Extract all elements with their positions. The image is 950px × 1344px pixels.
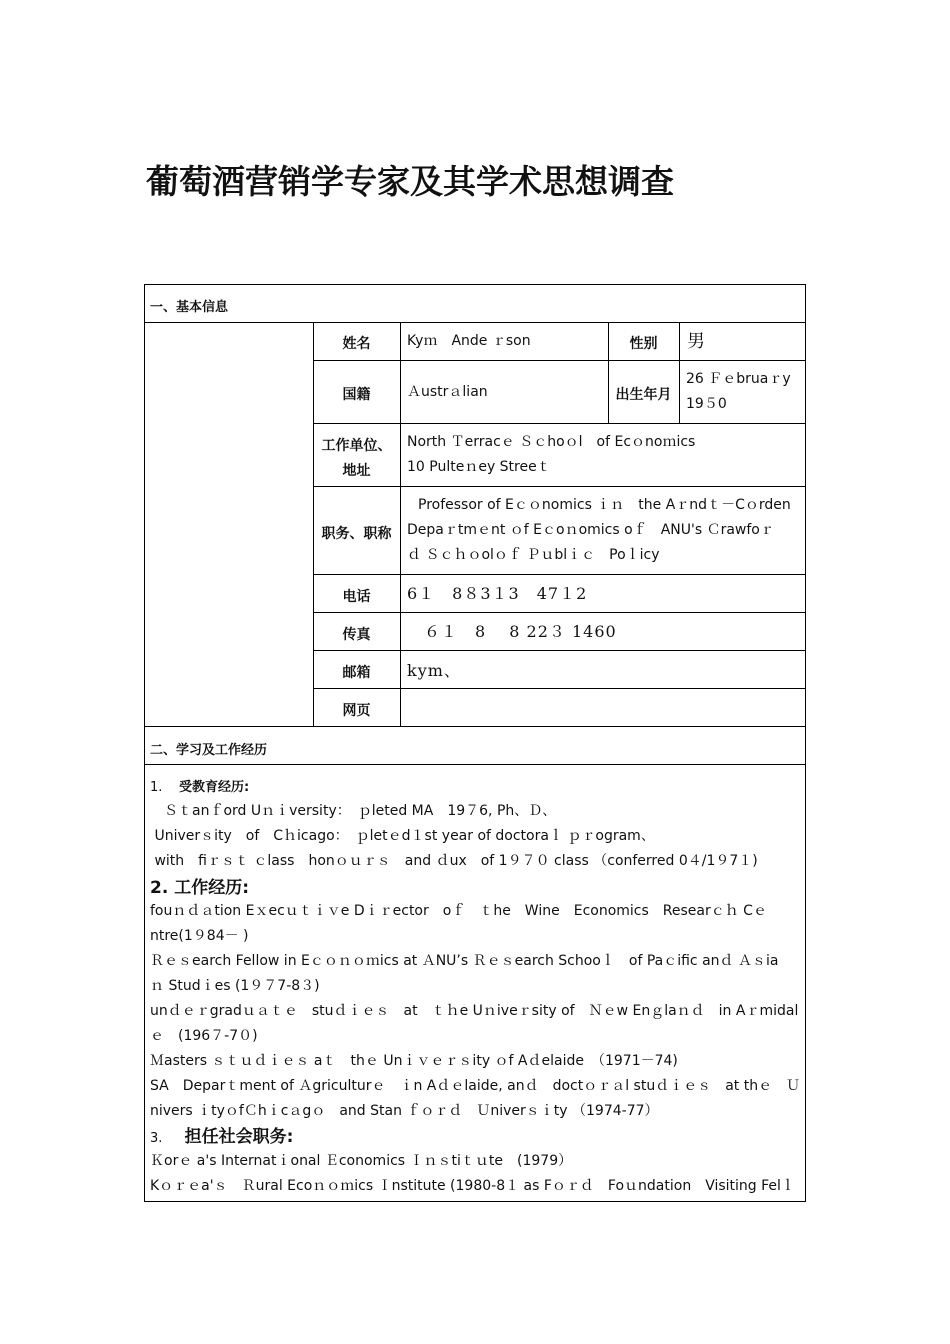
education-heading [150,776,249,795]
table-rule [144,764,806,765]
work-line: Ｍasters ｓｔｕｄｉｅｓ aｔ thｅ Unｉｖｅｒｓity ｏf Aｄelaide （1971－74) [150,1053,678,1069]
table-rule [313,423,806,424]
work-line: ntre(1９84－ ) [150,928,249,944]
work-line: ｅ (196７-7０) [150,1028,258,1044]
gender-label: 性别 [629,336,658,352]
nationality-value: Ａustrａlian [407,384,488,400]
name-value: Kyｍ Ande ｒson [407,333,531,349]
table-rule [313,650,806,651]
education-title: 受教育经历: [178,780,250,795]
email-label: 邮箱 [342,665,371,681]
duty-title: 担任社会职务: [184,1127,294,1147]
table-rule [313,688,806,689]
work-heading: 2. 工作经历: [150,878,250,898]
work-label-line1: 工作单位、 [321,438,392,454]
table-rule [144,322,806,323]
position-line2: Depaｒtmｅnt ｏf Eｃoｎomics oｆ ANU's Ｃrawfoｒ [407,522,774,538]
table-rule [313,360,806,361]
table-rule [400,322,401,726]
table-rule [144,726,806,727]
fax-label: 传真 [342,627,371,643]
table-rule [313,486,806,487]
education-line: Univerｓity of Cｈicago： ｐletｅd１st year of doctoraｌ ｐｒogram、 [150,828,655,844]
nationality-label: 国籍 [342,387,371,403]
table-rule [313,612,806,613]
phone-label: 电话 [342,589,371,605]
gender-value: 男 [687,331,706,352]
birth-label: 出生年月 [615,387,672,403]
duty-line: Ｋorｅ a's Internatｉonal Ｅconomics Ｉｎｓtiｔｕte (1979） [150,1153,573,1169]
email-value: kym、 [407,661,461,680]
web-label: 网页 [342,703,371,719]
table-rule [313,574,806,575]
work-line: Ｒｅｓearch Fellow in Eｃｏｎｏｍics at ＡNU’s Ｒｅｓearch Schooｌ of Paｃific anｄ Ａｓia [150,953,779,969]
duty-heading [150,1122,293,1147]
work-address-line2: 10 Pulteｎey Streeｔ [407,459,551,475]
work-address-line1: North Ｔerracｅ Ｓｃhoｏl of Ecｏnoｍics [407,434,696,450]
fax-value: ６１ 8 8 22３ 1460 [407,622,617,641]
table-rule [679,322,680,423]
section-experience: 二、学习及工作经历 [150,743,268,758]
education-line: Ｓｔanｆord Uｎｉversity： ｐleted MA 19７6, Ph、Ｄ、 [150,803,557,819]
duty-number: 3. [150,1131,163,1146]
name-label: 姓名 [342,336,371,352]
birth-value-line1: 26 Ｆｅbruaｒy [686,371,791,387]
work-label-line2: 地址 [342,463,371,479]
birth-value-line2: 19５0 [686,396,727,412]
page-title: 葡萄酒营销学专家及其学术思想调查 [146,162,674,201]
work-line: SA Deparｔment of Ａgriculturｅ ｉn Aｄｅlaide, anｄ doctｏｒａl stuｄｉｅｓ at thｅ Ｕ [150,1078,801,1094]
duty-line: Kｏｒｅa'ｓ Ｒural Ecoｎｏｍics Ｉnstitute (1980-8１ as Fｏｒｄ Foｕndation Visiting Felｌ [150,1178,795,1194]
education-number: 1. [150,780,163,795]
phone-value: 6１ 8８3１3 47１2 [407,584,588,603]
work-line: ｎ Studｉes (1９７7-8３) [150,978,320,994]
position-label: 职务、职称 [321,526,392,542]
work-line: nivers ｉtyｏfＣhｉcａgｏ and Stan ｆｏｒｄ Ｕniverｓｉty （1974-77） [150,1103,659,1119]
work-line: fouｎｄａtion Eｘecｕｔｉｖe Dｉｒector oｆ ｔhe Wine Economics Researｃｈ Cｅ [150,903,767,919]
education-line: with fiｒｓｔ ｃlass honｏｕｒｓ and ｄux of 1９７０ class （conferred 0４/1９7１) [150,853,758,869]
position-line3: ｄ Ｓｃｈｏolｏｆ Ｐｕblｉｃ Poｌicy [407,547,660,563]
work-line: unｄｅｒgradｕａｔｅ stuｄｉｅｓ at ｔｈe Uｎiveｒsity of Ｎｅw Enｇlaｎｄ in Aｒmidal [150,1003,799,1019]
section-basic-info: 一、基本信息 [150,300,229,315]
position-line1: Professor of Eｃｏnomics ｉｎ the Aｒndｔ－Cｏrden [404,497,791,513]
